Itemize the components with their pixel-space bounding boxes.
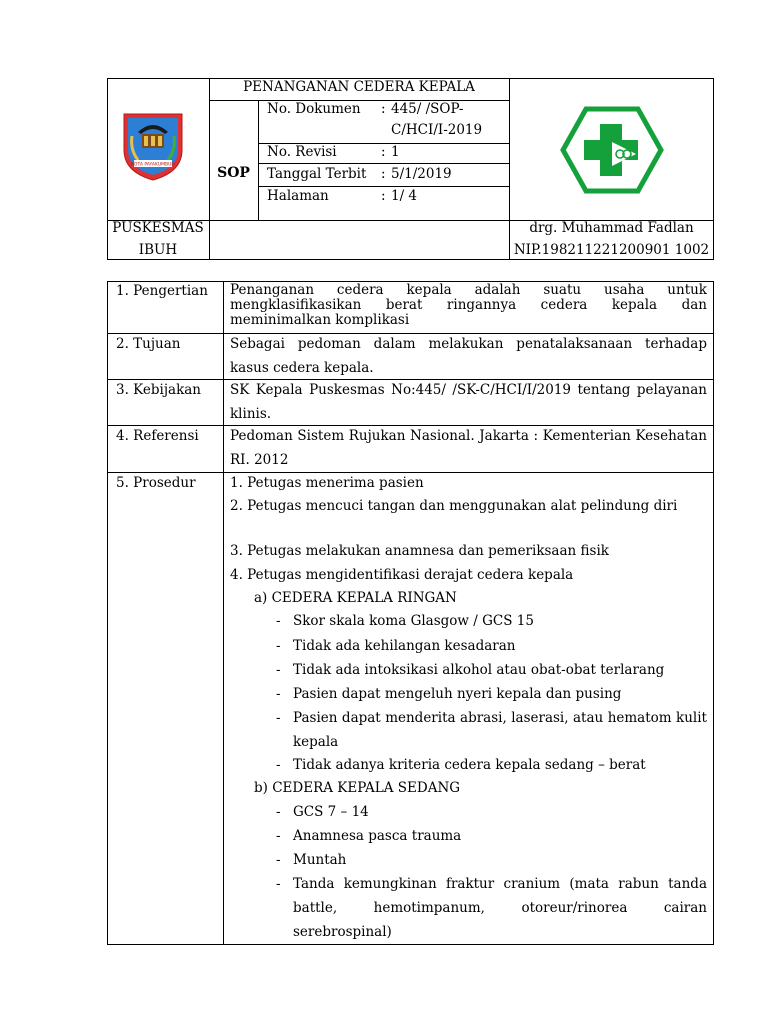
list-dash: - — [276, 662, 281, 678]
list-item: Tidak ada kehilangan kesadaran — [293, 638, 516, 654]
header-divider — [258, 163, 509, 164]
list-dash: - — [276, 710, 281, 726]
list-dash: - — [276, 876, 281, 892]
section-text-pengertian: Penanganan cedera kepala adalah suatu usaha untuk mengklasifikasikan berat ringannya cedera kepala dan meminimalkan komplikasi — [230, 282, 707, 328]
procedure-step: 3. Petugas melakukan anamnesa dan pemeriksaan fisik — [230, 543, 609, 559]
list-dash: - — [276, 613, 281, 629]
header-divider — [258, 186, 509, 187]
field-value-date: 5/1/2019 — [391, 166, 452, 182]
field-sep-doc: : — [381, 101, 386, 117]
procedure-step: 4. Petugas mengidentifikasi derajat cedera kepala — [230, 567, 574, 583]
section-label-referensi: 4. Referensi — [116, 428, 199, 444]
procedure-step: 1. Petugas menerima pasien — [230, 475, 424, 491]
list-item: Muntah — [293, 852, 347, 868]
field-label-revision: No. Revisi — [267, 144, 337, 160]
list-item: Pasien dapat mengeluh nyeri kepala dan pusing — [293, 686, 622, 702]
field-sep-page: : — [381, 188, 386, 204]
field-label-doc: No. Dokumen — [267, 101, 361, 117]
regional-emblem-icon — [120, 110, 186, 182]
signer-nip: NIP.198211221200901 1002 — [513, 242, 710, 258]
header-divider — [258, 100, 259, 220]
list-dash: - — [276, 852, 281, 868]
content-divider — [107, 472, 714, 473]
list-dash: - — [276, 828, 281, 844]
field-value-doc-line2: C/HCI/I-2019 — [391, 122, 483, 138]
list-dash: - — [276, 757, 281, 773]
procedure-subheading-b: b) CEDERA KEPALA SEDANG — [254, 780, 461, 796]
sop-label: SOP — [217, 165, 250, 181]
field-value-doc: 445/ /SOP- — [391, 101, 464, 117]
org-name: PUSKESMAS — [112, 220, 204, 236]
field-sep-revision: : — [381, 144, 386, 160]
section-label-pengertian: 1. Pengertian — [116, 283, 208, 299]
field-value-page: 1/ 4 — [391, 188, 418, 204]
field-sep-date: : — [381, 166, 386, 182]
content-divider — [223, 281, 224, 945]
list-item: Anamnesa pasca trauma — [293, 828, 462, 844]
procedure-step: 2. Petugas mencuci tangan dan menggunakan alat pelindung diri — [230, 498, 678, 514]
list-item: Tidak ada intoksikasi alkohol atau obat-obat terlarang — [293, 662, 665, 678]
list-item: Pasien dapat menderita abrasi, laserasi, atau hematom kulit kepala — [293, 710, 707, 750]
signer-name: drg. Muhammad Fadlan — [529, 220, 694, 236]
section-text-referensi: Pedoman Sistem Rujukan Nasional. Jakarta : Kementerian Kesehatan RI. 2012 — [230, 428, 707, 468]
list-dash: - — [276, 804, 281, 820]
list-item: Skor skala koma Glasgow / GCS 15 — [293, 613, 534, 629]
section-text-kebijakan: SK Kepala Puskesmas No:445/ /SK-C/HCI/I/2019 tentang pelayanan klinis. — [230, 382, 707, 422]
list-dash: - — [276, 686, 281, 702]
emblem-banner-text: KOTA PAYAKUMBUH — [131, 162, 175, 168]
section-label-prosedur: 5. Prosedur — [116, 475, 196, 491]
procedure-subheading-a: a) CEDERA KEPALA RINGAN — [254, 590, 457, 606]
list-item: Tanda kemungkinan fraktur cranium (mata rabun tanda battle, hemotimpanum, otoreur/rinorea cairan serebrospinal) — [293, 876, 707, 940]
org-name-line2: IBUH — [138, 242, 178, 258]
list-dash: - — [276, 638, 281, 654]
section-text-tujuan: Sebagai pedoman dalam melakukan penatalaksanaan terhadap kasus cedera kepala. — [230, 336, 707, 376]
field-label-page: Halaman — [267, 188, 329, 204]
puskesmas-cross-icon — [560, 106, 664, 194]
list-item: Tidak adanya kriteria cedera kepala sedang – berat — [293, 757, 646, 773]
section-label-tujuan: 2. Tujuan — [116, 336, 181, 352]
section-label-kebijakan: 3. Kebijakan — [116, 382, 202, 398]
list-item: GCS 7 – 14 — [293, 804, 369, 820]
field-label-date: Tanggal Terbit — [267, 166, 367, 182]
document-title: PENANGANAN CEDERA KEPALA — [243, 79, 475, 95]
field-value-revision: 1 — [391, 144, 400, 160]
